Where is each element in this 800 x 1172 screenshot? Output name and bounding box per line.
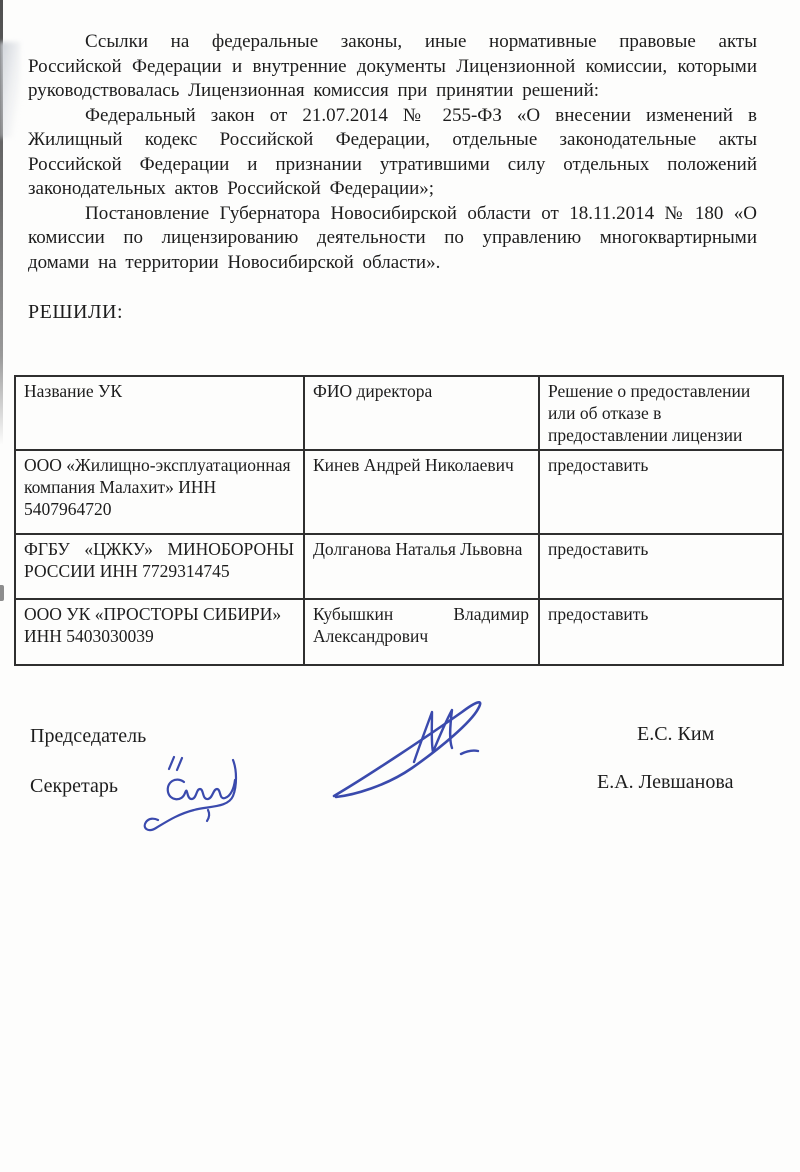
cell-director: Кубышкин Владимир Александрович [304,599,539,665]
table-row [15,534,783,599]
scan-corner-shading [0,42,20,138]
cell-company: ООО УК «ПРОСТОРЫ СИБИРИ» ИНН 5403030039 [15,599,304,665]
decision-heading: РЕШИЛИ: [28,301,124,323]
scan-edge-notch [0,585,4,601]
table-header-row [15,376,783,450]
header-director-name: ФИО директора [304,376,539,450]
cell-director: Долганова Наталья Львовна [304,534,539,599]
cell-director: Кинев Андрей Николаевич [304,450,539,534]
cell-company: ООО «Жилищно-эксплуатационная компания Малахит» ИНН 5407964720 [15,450,304,534]
secretary-title: Секретарь [30,775,119,797]
cell-decision: предоставить [539,599,783,665]
header-company-name: Название УК [15,376,304,450]
cell-decision: предоставить [539,534,783,599]
intro-paragraph-references: Ссылки на федеральные законы, иные нормативные правовые акты Российской Федерации и внутренние документы Лицензионной комиссии, которыми руководствовалась Лицензионная комиссия при принятии решений: [28,31,757,101]
license-decision-table [14,375,784,666]
cell-decision: предоставить [539,450,783,534]
header-license-decision: Решение о предоставлении или об отказе в предоставлении лицензии [539,376,783,450]
intro-paragraph-governor-decree: Постановление Губернатора Новосибирской области от 18.11.2014 № 180 «О комиссии по лицензированию деятельности по управлению многоквартирными домами на территории Новосибирской области». [28,202,757,273]
table-row [15,450,783,534]
chairman-title: Председатель [30,725,147,747]
document-body [24,30,757,666]
secretary-name: Е.А. Левшанова [597,771,734,793]
secretary-handwritten-signature [138,748,250,834]
chairman-name: Е.С. Ким [637,723,715,745]
chairman-handwritten-signature [328,692,500,804]
table-row [15,599,783,665]
cell-company: ФГБУ «ЦЖКУ» МИНОБОРОНЫ РОССИИ ИНН 7729314745 [15,534,304,599]
intro-paragraph-federal-law: Федеральный закон от 21.07.2014 № 255-ФЗ «О внесении изменений в Жилищный кодекс Российской Федерации, отдельные законодательные акты Российской Федерации и признании утратившими силу отдельных положений законодательных актов Российской Федерации»; [28,104,757,199]
